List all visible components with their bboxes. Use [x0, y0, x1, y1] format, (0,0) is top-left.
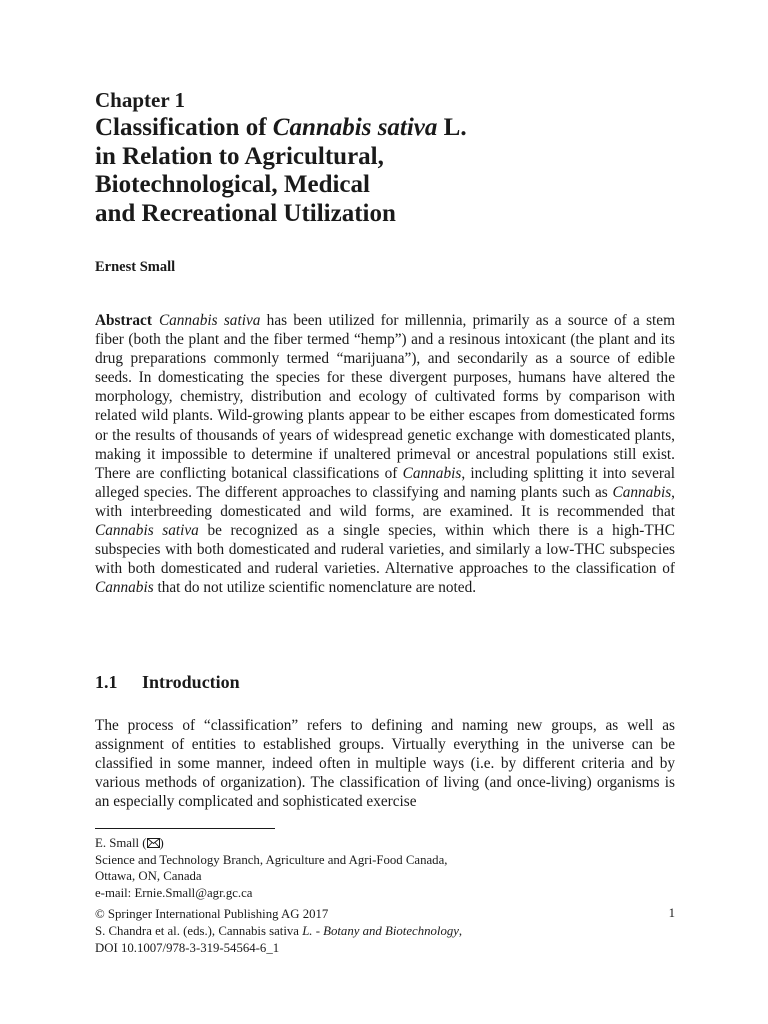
footnote-author-line: E. Small ( ): [95, 836, 164, 850]
envelope-icon: [147, 838, 160, 848]
copyright-block: [95, 906, 462, 957]
author-footnote: [95, 835, 447, 901]
footnote-email: e-mail: Ernie.Small@agr.gc.ca: [95, 885, 253, 900]
intro-paragraph: The process of “classification” refers to defining and naming new groups, as well as assignment of entities to established groups. Virtually everything in the universe can be classified in some manner, indeed often in multiple ways (i.e. by different criteria and by various methods of organization). The classification of living (and once-living) organisms is an especially complicated and sophisticated exercise: [95, 717, 675, 811]
title-line-1: Classification of Cannabis sativa L.: [95, 114, 467, 141]
title-line-3: Biotechnological, Medical: [95, 171, 370, 198]
author-name: Ernest Small: [95, 259, 176, 275]
abstract-label: Abstract: [95, 312, 152, 329]
title-line-4: and Recreational Utilization: [95, 199, 396, 227]
abstract: Abstract Cannabis sativa has been utilized for millennia, primarily as a source of a stem fiber (both the plant and the fiber termed “hemp”) and a resinous intoxicant (the plant and its drug preparations commonly termed “marijuana”), and secondarily as a source of edible seeds. In domesticating the species for these divergent purposes, humans have altered the morphology, chemistry, distribution and ecology of cultivated forms by comparison with related wild plants. Wild-growing plants appear to be either escapes from domesticated forms or the results of thousands of years of widespread genetic exchange with domesticated plants, making it impossible to determine if unaltered primeval or ancestral populations still exist. There are conflicting botanical classifications of Cannabis, including splitting it into several alleged species. The different approaches to classifying and naming plants such as Cannabis, with interbreeding domesticated and wild forms, are examined. It is recommended that Cannabis sativa be recognized as a single species, within which there is a high-THC subspecies with both domesticated and ruderal varieties, and similarly a low-THC subspecies with both domesticated and ruderal varieties. Alternative approaches to the classification of Cannabis that do not utilize scientific nomenclature are noted.: [95, 312, 675, 597]
copyright-line: © Springer International Publishing AG 2017: [95, 907, 329, 921]
doi-line: DOI 10.1007/978-3-319-54564-6_1: [95, 941, 280, 955]
chapter-title: [95, 114, 715, 228]
citation-line: S. Chandra et al. (eds.), Cannabis sativa L. - Botany and Biotechnology,: [95, 924, 463, 938]
section-number: 1.1: [95, 672, 118, 692]
footnote-rule: [95, 828, 275, 829]
section-title: Introduction: [142, 672, 240, 692]
page-number: 1: [668, 906, 675, 920]
footnote-location: Ottawa, ON, Canada: [95, 869, 202, 883]
chapter-label: Chapter 1: [95, 88, 186, 112]
footnote-affiliation: Science and Technology Branch, Agriculture and Agri-Food Canada,: [95, 852, 448, 867]
title-line-2: in Relation to Agricultural,: [95, 142, 384, 170]
section-heading: [95, 672, 240, 693]
